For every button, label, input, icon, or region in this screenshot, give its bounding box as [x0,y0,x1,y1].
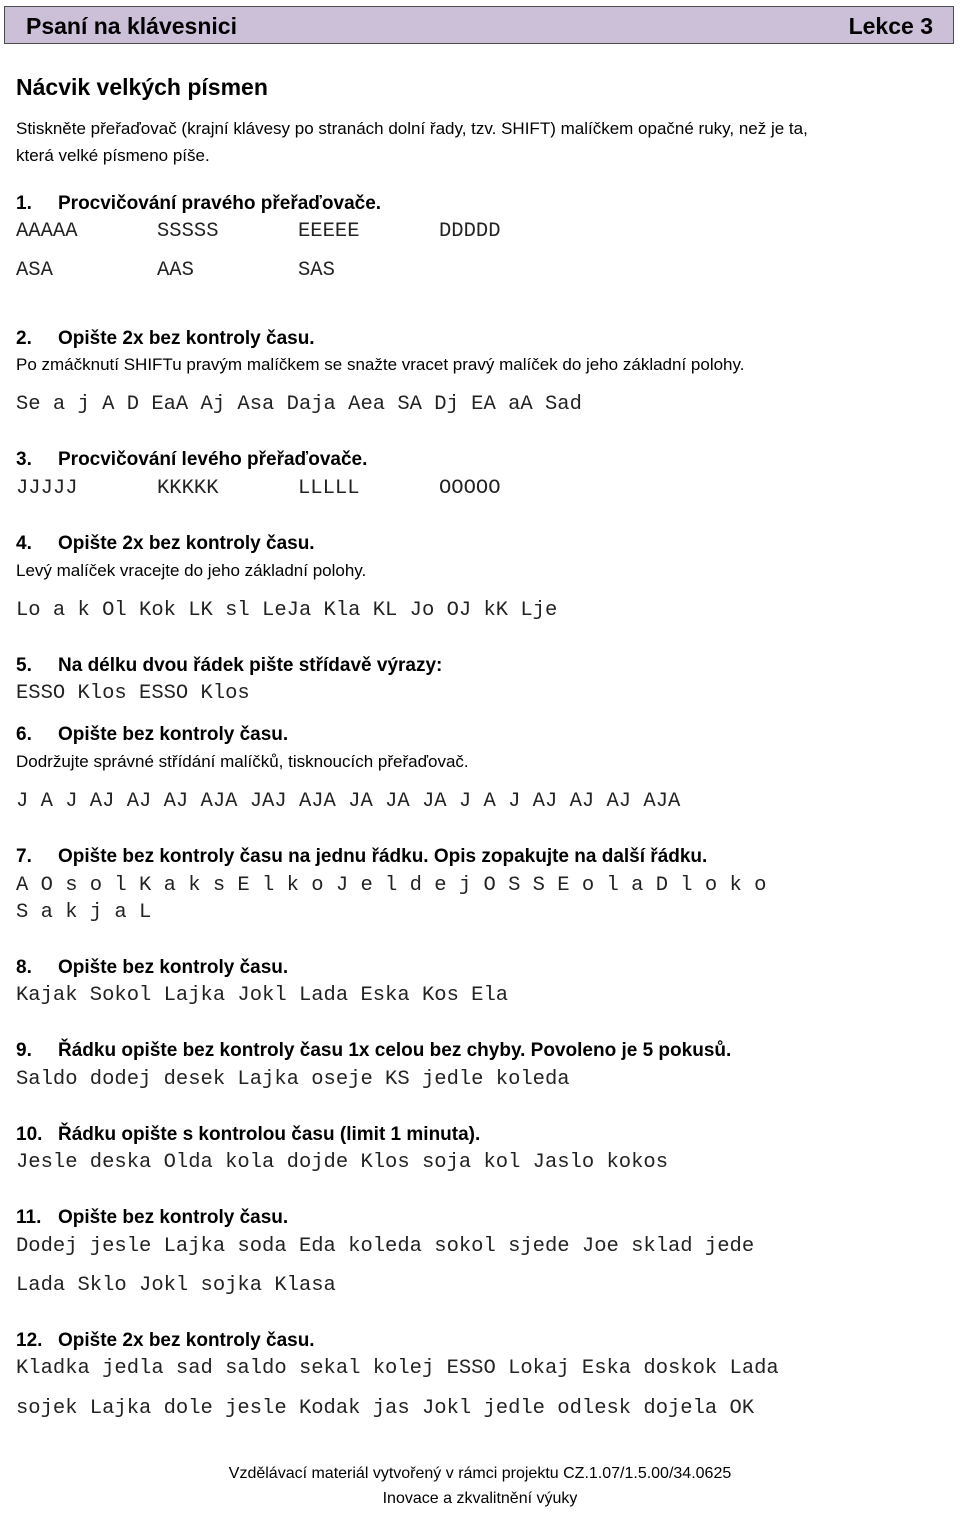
footer-line-2: Inovace a zkvalitnění výuky [382,1490,578,1507]
page-title: Nácvik velkých písmen [16,74,268,100]
exercise-11-line-1: Dodej jesle Lajka soda Eda koleda sokol sjede Joe sklad jede [16,1235,755,1258]
exercise-6: J A J AJ AJ AJ AJA JAJ AJA JA JA JA J A J AJ AJ AJ AJA [16,790,681,813]
section-title: Opište bez kontroly času. [58,1207,289,1228]
section-title: Procvičování pravého přeřaďovače. [58,193,382,214]
section-4-heading [16,533,315,555]
section-title: Řádku opište s kontrolou času (limit 1 minuta). [58,1124,481,1145]
section-9-heading [16,1040,731,1062]
section-title: Opište bez kontroly času na jednu řádku. Opis zopakujte na další řádku. [58,846,708,867]
exercise-word: DDDDD [439,220,501,243]
section-1-heading [16,193,381,215]
header-lesson: Lekce 3 [848,13,933,39]
exercise-7-line-1: A O s o l K a k s E l k o J e l d e j O S S E o l a D l o k o [16,874,767,897]
exercise-7-line-2: S a k j a L [16,901,152,924]
section-title: Opište 2x bez kontroly času. [58,328,315,349]
section-number: 10. [16,1124,43,1145]
exercise-12-line-2: sojek Lajka dole jesle Kodak jas Jokl jedle odlesk dojela OK [16,1397,755,1420]
exercise-1-row-2 [16,259,439,282]
section-number: 5. [16,655,32,676]
section-title: Opište bez kontroly času. [58,957,289,978]
intro-line-1: Stiskněte přeřaďovač (krajní klávesy po stranách dolní řady, tzv. SHIFT) malíčkem opačné ruky, než je ta, [16,119,808,138]
exercise-9: Saldo dodej desek Lajka oseje KS jedle koleda [16,1068,570,1091]
section-number: 3. [16,449,32,470]
section-6-note: Dodržujte správné střídání malíčků, tisknoucích přeřaďovač. [16,752,469,771]
section-10-heading [16,1124,480,1146]
section-12-heading [16,1330,315,1352]
section-title: Opište 2x bez kontroly času. [58,533,315,554]
exercise-word: EEEEE [298,220,360,243]
section-3-heading [16,449,367,471]
section-number: 2. [16,328,32,349]
exercise-2: Se a j A D EaA Aj Asa Daja Aea SA Dj EA aA Sad [16,393,582,416]
section-7-heading [16,846,707,868]
section-number: 8. [16,957,32,978]
section-title: Řádku opište bez kontroly času 1x celou bez chyby. Povoleno je 5 pokusů. [58,1040,732,1061]
section-number: 11. [16,1207,42,1228]
exercise-word: JJJJJ [16,477,78,500]
exercise-5: ESSO Klos ESSO Klos [16,682,250,705]
exercise-word: SAS [298,259,335,282]
section-number: 7. [16,846,32,867]
section-number: 1. [16,193,32,214]
section-8-heading [16,957,288,979]
section-6-heading [16,724,288,746]
exercise-word: SSSSS [157,220,219,243]
section-number: 12. [16,1330,43,1351]
section-title: Procvičování levého přeřaďovače. [58,449,368,470]
section-number: 9. [16,1040,32,1061]
exercise-word: AAS [157,259,194,282]
exercise-12-line-1: Kladka jedla sad saldo sekal kolej ESSO Lokaj Eska doskok Lada [16,1357,779,1380]
section-4-note: Levý malíček vracejte do jeho základní polohy. [16,561,367,580]
exercise-word: OOOOO [439,477,501,500]
section-5-heading [16,655,442,677]
intro-line-2: která velké písmeno píše. [16,146,210,165]
section-title: Na délku dvou řádek pište střídavě výrazy: [58,655,443,676]
section-2-heading [16,328,315,350]
section-11-heading [16,1207,288,1229]
exercise-8: Kajak Sokol Lajka Jokl Lada Eska Kos Ela [16,984,509,1007]
section-title: Opište bez kontroly času. [58,724,289,745]
section-number: 6. [16,724,32,745]
exercise-3 [16,477,580,500]
section-title: Opište 2x bez kontroly času. [58,1330,315,1351]
page-header [4,6,954,44]
section-number: 4. [16,533,32,554]
header-title: Psaní na klávesnici [26,13,237,39]
exercise-1-row-1 [16,220,580,243]
exercise-4: Lo a k Ol Kok LK sl LeJa Kla KL Jo OJ kK Lje [16,599,558,622]
exercise-word: ASA [16,259,53,282]
exercise-word: KKKKK [157,477,219,500]
section-2-note: Po zmáčknutí SHIFTu pravým malíčkem se snažte vracet pravý malíček do jeho základní polohy. [16,355,745,374]
exercise-word: AAAAA [16,220,78,243]
exercise-10: Jesle deska Olda kola dojde Klos soja kol Jaslo kokos [16,1151,669,1174]
exercise-11-line-2: Lada Sklo Jokl sojka Klasa [16,1274,336,1297]
exercise-word: LLLLL [298,477,360,500]
footer-line-1: Vzdělávací materiál vytvořený v rámci projektu CZ.1.07/1.5.00/34.0625 [228,1465,732,1482]
